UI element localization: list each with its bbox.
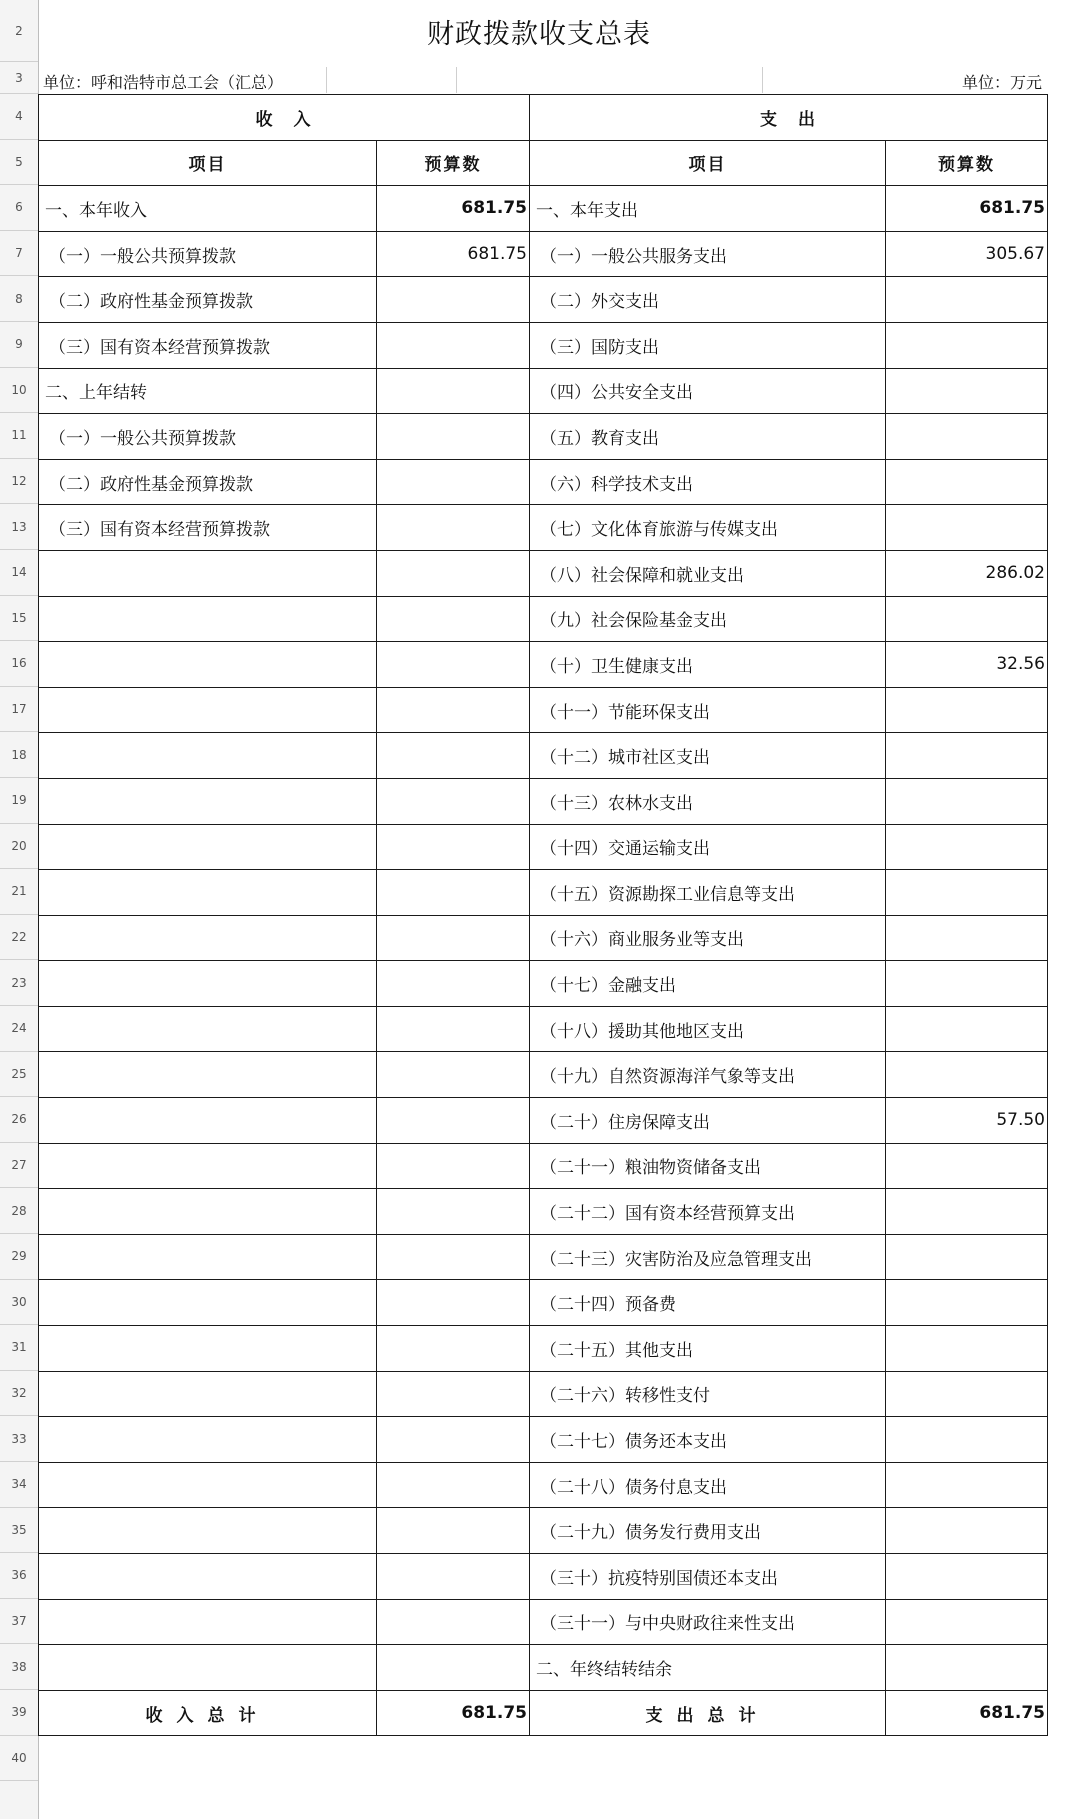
income-value-cell[interactable] (377, 778, 530, 824)
expense-value-cell[interactable]: 305.67 (886, 231, 1048, 277)
expense-item-cell[interactable]: 一、本年支出 (530, 186, 886, 232)
income-item-cell[interactable] (39, 596, 377, 642)
row-number[interactable]: 15 (0, 596, 38, 642)
income-item-cell[interactable] (39, 1645, 377, 1691)
row-number-gutter (0, 0, 39, 1819)
income-value-cell[interactable] (377, 277, 530, 323)
expense-item-cell[interactable]: （十八）援助其他地区支出 (530, 1006, 886, 1052)
income-item-cell[interactable] (39, 1189, 377, 1235)
row-number[interactable]: 29 (0, 1234, 38, 1280)
income-value-cell[interactable] (377, 642, 530, 688)
table-row (39, 733, 1048, 779)
table-row (39, 1462, 1048, 1508)
expense-item-cell[interactable]: （四）公共安全支出 (530, 368, 886, 414)
expense-value-cell[interactable]: 681.75 (886, 186, 1048, 232)
expense-item-cell[interactable]: （十七）金融支出 (530, 961, 886, 1007)
expense-value-cell[interactable]: 286.02 (886, 550, 1048, 596)
expense-section-header[interactable]: 支 出 (530, 95, 1048, 141)
table-row (39, 687, 1048, 733)
income-item-cell[interactable] (39, 1371, 377, 1417)
income-value-cell[interactable] (377, 1280, 530, 1326)
row-number[interactable]: 19 (0, 778, 38, 824)
expense-value-cell[interactable] (886, 368, 1048, 414)
table-row (39, 961, 1048, 1007)
income-item-cell[interactable] (39, 1599, 377, 1645)
table-row (39, 277, 1048, 323)
expense-item-cell[interactable]: （三十一）与中央财政往来性支出 (530, 1599, 886, 1645)
expense-value-cell[interactable] (886, 870, 1048, 916)
income-item-cell[interactable] (39, 1508, 377, 1554)
expense-item-cell[interactable]: （二十八）债务付息支出 (530, 1462, 886, 1508)
income-item-cell[interactable]: （三）国有资本经营预算拨款 (39, 322, 377, 368)
income-value-cell[interactable] (377, 1143, 530, 1189)
income-value-cell[interactable] (377, 1462, 530, 1508)
expense-value-cell[interactable] (886, 1006, 1048, 1052)
row-number[interactable]: 18 (0, 732, 38, 778)
expense-value-cell[interactable] (886, 961, 1048, 1007)
income-value-cell[interactable] (377, 368, 530, 414)
income-section-header[interactable]: 收 入 (39, 95, 530, 141)
income-total-value[interactable]: 681.75 (377, 1690, 530, 1736)
expense-item-cell[interactable]: （二十九）债务发行费用支出 (530, 1508, 886, 1554)
table-row (39, 778, 1048, 824)
expense-item-cell[interactable]: （七）文化体育旅游与传媒支出 (530, 505, 886, 551)
income-item-header[interactable]: 项目 (39, 140, 377, 186)
expense-value-cell[interactable] (886, 1326, 1048, 1372)
expense-item-cell[interactable]: （十四）交通运输支出 (530, 824, 886, 870)
income-item-cell[interactable] (39, 1098, 377, 1144)
expense-total-label[interactable]: 支出总计 (530, 1690, 886, 1736)
cell-divider (456, 67, 457, 93)
row-number[interactable]: 37 (0, 1599, 38, 1645)
cell-divider (326, 67, 327, 93)
row-number[interactable]: 16 (0, 641, 38, 687)
expense-value-cell[interactable] (886, 915, 1048, 961)
income-item-cell[interactable] (39, 642, 377, 688)
row-number[interactable]: 23 (0, 960, 38, 1006)
expense-item-cell[interactable]: （十五）资源勘探工业信息等支出 (530, 870, 886, 916)
income-item-cell[interactable]: 一、本年收入 (39, 186, 377, 232)
row-number[interactable]: 11 (0, 413, 38, 459)
row-number[interactable]: 34 (0, 1462, 38, 1508)
row-number[interactable]: 10 (0, 368, 38, 414)
table-row (39, 1189, 1048, 1235)
income-item-cell[interactable] (39, 1234, 377, 1280)
income-item-cell[interactable] (39, 1280, 377, 1326)
income-value-cell[interactable] (377, 1234, 530, 1280)
table-row (39, 1326, 1048, 1372)
expense-item-cell[interactable]: （二十五）其他支出 (530, 1326, 886, 1372)
expense-item-cell[interactable]: （十九）自然资源海洋气象等支出 (530, 1052, 886, 1098)
expense-total-value[interactable]: 681.75 (886, 1690, 1048, 1736)
table-row (39, 915, 1048, 961)
income-value-cell[interactable] (377, 550, 530, 596)
expense-value-cell[interactable] (886, 322, 1048, 368)
column-header-row (39, 140, 1048, 186)
expense-item-cell[interactable]: （十二）城市社区支出 (530, 733, 886, 779)
income-item-cell[interactable]: （三）国有资本经营预算拨款 (39, 505, 377, 551)
row-number[interactable]: 33 (0, 1416, 38, 1462)
income-total-label[interactable]: 收入总计 (39, 1690, 377, 1736)
row-number[interactable]: 24 (0, 1006, 38, 1052)
table-row (39, 1143, 1048, 1189)
income-value-cell[interactable] (377, 1508, 530, 1554)
expense-item-cell[interactable]: （十六）商业服务业等支出 (530, 915, 886, 961)
row-number[interactable]: 17 (0, 687, 38, 733)
income-value-cell[interactable] (377, 1371, 530, 1417)
expense-value-cell[interactable] (886, 733, 1048, 779)
row-number[interactable]: 28 (0, 1188, 38, 1234)
expense-value-cell[interactable] (886, 1462, 1048, 1508)
income-value-cell[interactable] (377, 915, 530, 961)
income-item-cell[interactable] (39, 824, 377, 870)
table-row (39, 231, 1048, 277)
row-number[interactable]: 9 (0, 322, 38, 368)
income-value-cell[interactable] (377, 505, 530, 551)
expense-value-cell[interactable] (886, 1508, 1048, 1554)
table-row (39, 1371, 1048, 1417)
expense-value-cell[interactable] (886, 277, 1048, 323)
row-number[interactable]: 12 (0, 459, 38, 505)
expense-value-cell[interactable] (886, 1189, 1048, 1235)
expense-item-cell[interactable]: （五）教育支出 (530, 414, 886, 460)
expense-value-cell[interactable] (886, 1599, 1048, 1645)
income-value-cell[interactable] (377, 1052, 530, 1098)
income-value-cell[interactable] (377, 824, 530, 870)
expense-item-cell[interactable]: （二十六）转移性支付 (530, 1371, 886, 1417)
income-item-cell[interactable] (39, 1006, 377, 1052)
expense-value-cell[interactable] (886, 1417, 1048, 1463)
expense-item-cell[interactable]: （十）卫生健康支出 (530, 642, 886, 688)
row-number[interactable]: 40 (0, 1736, 38, 1782)
income-value-cell[interactable] (377, 1554, 530, 1600)
expense-item-cell[interactable]: （十一）节能环保支出 (530, 687, 886, 733)
expense-value-cell[interactable] (886, 1554, 1048, 1600)
expense-value-cell[interactable] (886, 1280, 1048, 1326)
expense-item-cell[interactable]: 二、年终结转结余 (530, 1645, 886, 1691)
income-item-cell[interactable] (39, 1417, 377, 1463)
expense-item-cell[interactable]: （二十三）灾害防治及应急管理支出 (530, 1234, 886, 1280)
row-number[interactable]: 26 (0, 1097, 38, 1143)
expense-item-cell[interactable]: （二）外交支出 (530, 277, 886, 323)
income-item-cell[interactable] (39, 1143, 377, 1189)
income-value-cell[interactable] (377, 1645, 530, 1691)
income-value-cell[interactable]: 681.75 (377, 231, 530, 277)
table-row (39, 1280, 1048, 1326)
row-number[interactable]: 25 (0, 1052, 38, 1098)
page-title: 财政拨款收支总表 (427, 18, 651, 50)
income-item-cell[interactable] (39, 733, 377, 779)
row-number[interactable]: 5 (0, 140, 38, 186)
expense-value-cell[interactable] (886, 1234, 1048, 1280)
expense-item-cell[interactable]: （六）科学技术支出 (530, 459, 886, 505)
row-number[interactable]: 6 (0, 185, 38, 231)
income-budget-header[interactable]: 预算数 (377, 140, 530, 186)
income-value-cell[interactable] (377, 870, 530, 916)
table-row (39, 596, 1048, 642)
income-item-cell[interactable] (39, 915, 377, 961)
expense-item-cell[interactable]: （二十）住房保障支出 (530, 1098, 886, 1144)
table-row (39, 1417, 1048, 1463)
income-value-cell[interactable] (377, 1098, 530, 1144)
table-row (39, 1508, 1048, 1554)
table-row (39, 1645, 1048, 1691)
row-number[interactable]: 27 (0, 1143, 38, 1189)
income-value-cell[interactable] (377, 733, 530, 779)
row-number[interactable]: 22 (0, 915, 38, 961)
income-value-cell[interactable] (377, 596, 530, 642)
section-header-row (39, 95, 1048, 141)
expense-value-cell[interactable] (886, 505, 1048, 551)
expense-item-cell[interactable]: （八）社会保障和就业支出 (530, 550, 886, 596)
expense-value-cell[interactable] (886, 1371, 1048, 1417)
unit-left-label: 单位：呼和浩特市总工会（汇总） (43, 73, 284, 92)
row-number[interactable]: 36 (0, 1553, 38, 1599)
row-number[interactable]: 13 (0, 504, 38, 550)
table-row (39, 186, 1048, 232)
expense-item-cell[interactable]: （一）一般公共服务支出 (530, 231, 886, 277)
expense-value-cell[interactable]: 57.50 (886, 1098, 1048, 1144)
income-value-cell[interactable] (377, 322, 530, 368)
table-row (39, 1052, 1048, 1098)
row-number[interactable]: 35 (0, 1508, 38, 1554)
income-value-cell[interactable]: 681.75 (377, 186, 530, 232)
income-value-cell[interactable] (377, 1326, 530, 1372)
table-row (39, 642, 1048, 688)
expense-value-cell[interactable] (886, 778, 1048, 824)
expense-value-cell[interactable] (886, 459, 1048, 505)
row-number[interactable]: 3 (0, 62, 38, 94)
income-value-cell[interactable] (377, 1189, 530, 1235)
row-number[interactable]: 7 (0, 231, 38, 277)
expense-value-cell[interactable] (886, 1143, 1048, 1189)
expense-budget-header[interactable]: 预算数 (886, 140, 1048, 186)
row-number[interactable]: 38 (0, 1644, 38, 1690)
row-number[interactable]: 4 (0, 94, 38, 140)
income-value-cell[interactable] (377, 1417, 530, 1463)
row-number[interactable]: 21 (0, 869, 38, 915)
expense-item-header[interactable]: 项目 (530, 140, 886, 186)
table-row (39, 1554, 1048, 1600)
unit-row (39, 67, 1046, 93)
table-row (39, 414, 1048, 460)
income-item-cell[interactable] (39, 1462, 377, 1508)
income-item-cell[interactable] (39, 961, 377, 1007)
income-item-cell[interactable] (39, 1326, 377, 1372)
table-row (39, 824, 1048, 870)
unit-right-label: 单位：万元 (961, 73, 1042, 92)
table-row (39, 870, 1048, 916)
expense-value-cell[interactable] (886, 1645, 1048, 1691)
totals-row (39, 1690, 1048, 1736)
row-number[interactable]: 20 (0, 824, 38, 870)
table-row (39, 368, 1048, 414)
table-row (39, 550, 1048, 596)
expense-item-cell[interactable]: （二十二）国有资本经营预算支出 (530, 1189, 886, 1235)
income-item-cell[interactable]: （一）一般公共预算拨款 (39, 414, 377, 460)
expense-item-cell[interactable]: （三）国防支出 (530, 322, 886, 368)
income-value-cell[interactable] (377, 1599, 530, 1645)
income-item-cell[interactable]: （一）一般公共预算拨款 (39, 231, 377, 277)
row-number[interactable]: 8 (0, 276, 38, 322)
expense-item-cell[interactable]: （九）社会保险基金支出 (530, 596, 886, 642)
expense-value-cell[interactable] (886, 414, 1048, 460)
income-value-cell[interactable] (377, 687, 530, 733)
row-number[interactable]: 30 (0, 1280, 38, 1326)
expense-value-cell[interactable] (886, 596, 1048, 642)
expense-value-cell[interactable] (886, 1052, 1048, 1098)
income-value-cell[interactable] (377, 459, 530, 505)
table-row (39, 1006, 1048, 1052)
expense-value-cell[interactable]: 32.56 (886, 642, 1048, 688)
expense-value-cell[interactable] (886, 824, 1048, 870)
income-item-cell[interactable]: 二、上年结转 (39, 368, 377, 414)
row-number[interactable]: 2 (0, 0, 38, 62)
table-row (39, 505, 1048, 551)
table-row (39, 459, 1048, 505)
expense-item-cell[interactable]: （二十一）粮油物资储备支出 (530, 1143, 886, 1189)
row-number[interactable]: 14 (0, 550, 38, 596)
income-item-cell[interactable] (39, 870, 377, 916)
table-row (39, 1234, 1048, 1280)
row-number[interactable]: 39 (0, 1690, 38, 1736)
income-item-cell[interactable] (39, 550, 377, 596)
income-item-cell[interactable] (39, 1052, 377, 1098)
expense-value-cell[interactable] (886, 687, 1048, 733)
expense-item-cell[interactable]: （二十四）预备费 (530, 1280, 886, 1326)
table-row (39, 1599, 1048, 1645)
income-item-cell[interactable] (39, 687, 377, 733)
expense-item-cell[interactable]: （二十七）债务还本支出 (530, 1417, 886, 1463)
income-item-cell[interactable] (39, 778, 377, 824)
income-item-cell[interactable] (39, 1554, 377, 1600)
income-value-cell[interactable] (377, 1006, 530, 1052)
table-row (39, 1098, 1048, 1144)
budget-table (38, 94, 1048, 1736)
row-number[interactable]: 32 (0, 1371, 38, 1417)
expense-item-cell[interactable]: （三十）抗疫特别国债还本支出 (530, 1554, 886, 1600)
cell-divider (762, 67, 763, 93)
table-row (39, 322, 1048, 368)
expense-item-cell[interactable]: （十三）农林水支出 (530, 778, 886, 824)
income-item-cell[interactable]: （二）政府性基金预算拨款 (39, 459, 377, 505)
income-value-cell[interactable] (377, 961, 530, 1007)
income-value-cell[interactable] (377, 414, 530, 460)
row-number[interactable]: 31 (0, 1325, 38, 1371)
income-item-cell[interactable]: （二）政府性基金预算拨款 (39, 277, 377, 323)
